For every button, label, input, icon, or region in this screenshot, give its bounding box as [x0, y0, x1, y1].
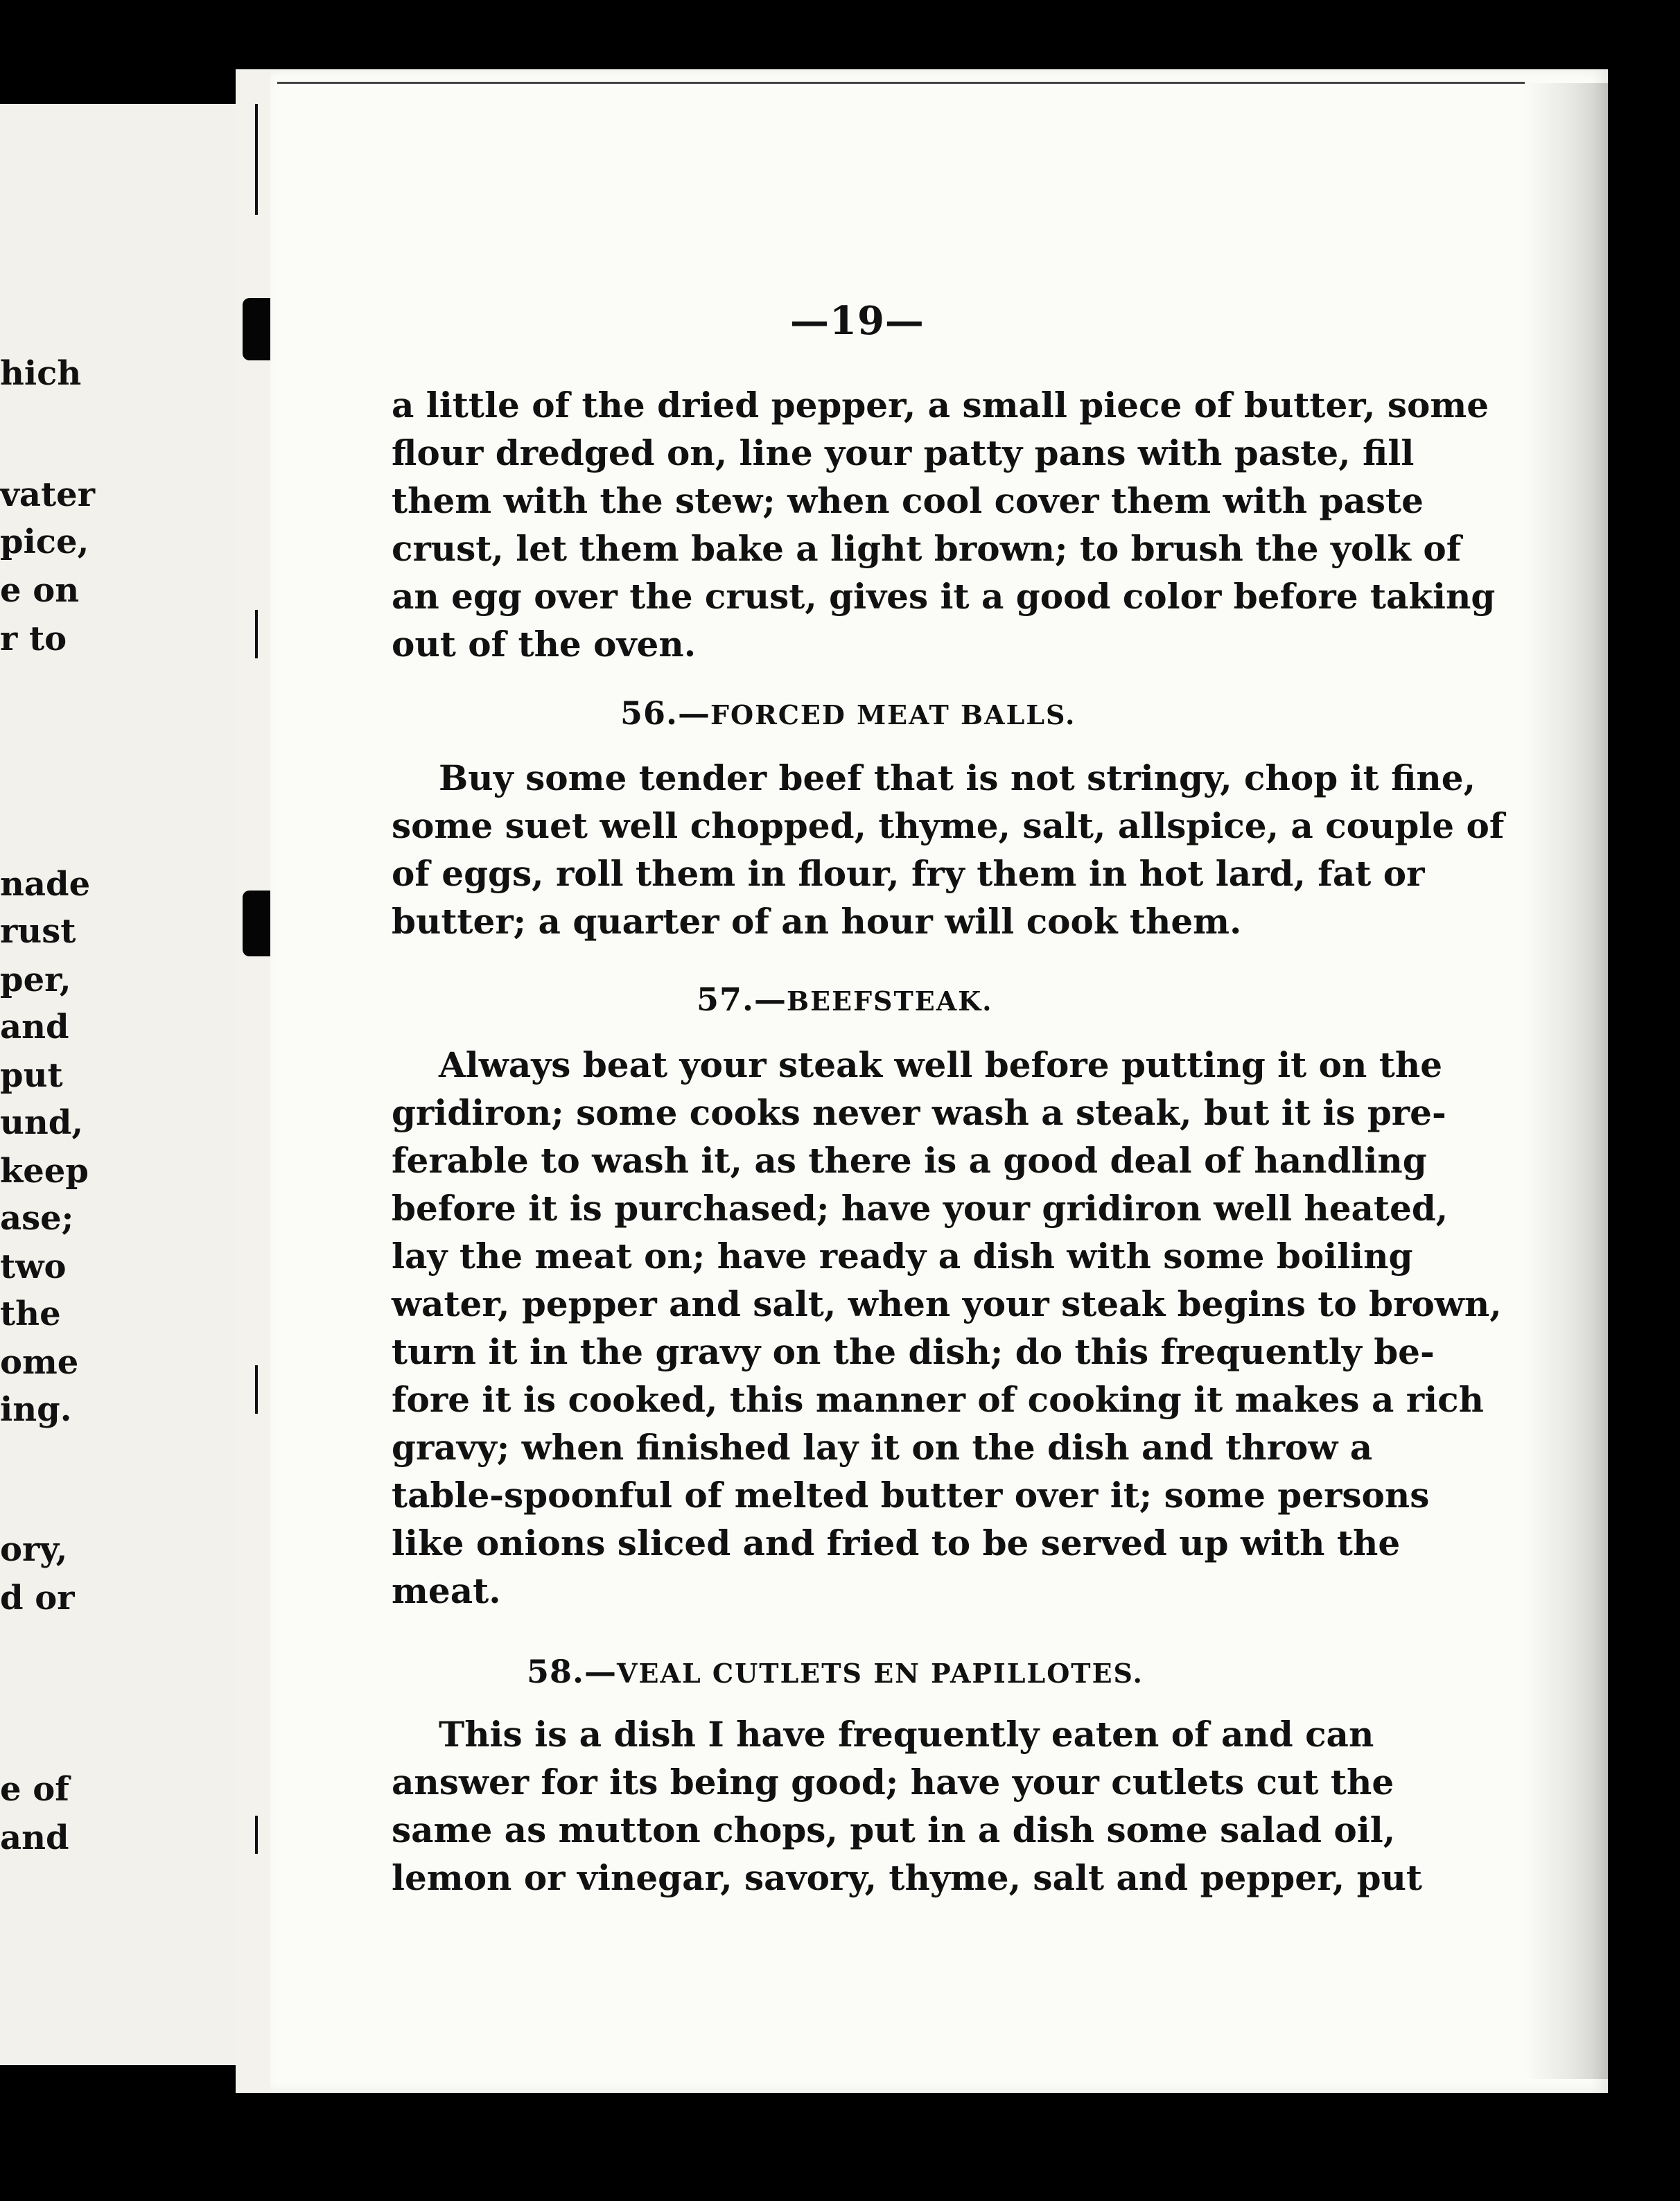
left-word: nade	[0, 865, 91, 904]
page-edge-shadow	[1525, 83, 1608, 2079]
left-word: the	[0, 1295, 61, 1333]
recipe-number: 56.—	[620, 694, 711, 732]
text-line: before it is purchased; have your gridiron well heated,	[392, 1188, 1449, 1229]
page-top-edge	[277, 82, 1525, 91]
text-line: some suet well chopped, thyme, salt, allspice, a couple of	[392, 805, 1505, 846]
left-word: and	[0, 1818, 69, 1857]
left-word: vater	[0, 475, 95, 514]
text-line: of eggs, roll them in flour, fry them in hot lard, fat or	[392, 853, 1425, 894]
text-line: butter; a quarter of an hour will cook them.	[392, 901, 1242, 942]
text-line: answer for its being good; have your cutlets cut the	[392, 1762, 1394, 1803]
left-word: ase;	[0, 1199, 74, 1238]
text-line: flour dredged on, line your patty pans with paste, fill	[392, 432, 1415, 473]
left-word: ory,	[0, 1530, 68, 1569]
left-word: r to	[0, 620, 67, 658]
recipe-body-58	[392, 1710, 1423, 1902]
text-line: same as mutton chops, put in a dish some salad oil,	[392, 1809, 1396, 1850]
left-word: hich	[0, 354, 82, 393]
recipe-body-56	[392, 754, 1505, 945]
text-line: gridiron; some cooks never wash a steak, but it is pre-	[392, 1092, 1446, 1133]
book-gutter	[236, 69, 270, 2093]
text-line: lemon or vinegar, savory, thyme, salt and pepper, put	[392, 1857, 1423, 1898]
left-word: e of	[0, 1770, 69, 1809]
intro-paragraph	[392, 381, 1496, 668]
left-word: keep	[0, 1152, 89, 1191]
text-line: gravy; when finished lay it on the dish and throw a	[392, 1427, 1373, 1468]
binding-thread-mark	[255, 104, 258, 215]
left-word: ome	[0, 1343, 79, 1382]
text-line: lay the meat on; have ready a dish with some boiling	[392, 1236, 1413, 1277]
text-line: an egg over the crust, gives it a good color before taking	[392, 576, 1496, 617]
recipe-title: VEAL CUTLETS EN PAPILLOTES.	[617, 1658, 1144, 1689]
text-line: like onions sliced and fried to be served up with the	[392, 1523, 1401, 1563]
recipe-heading-58	[527, 1653, 1144, 1690]
text-line: ferable to wash it, as there is a good deal of handling	[392, 1140, 1427, 1181]
text-line: a little of the dried pepper, a small piece of butter, some	[392, 385, 1489, 426]
left-word: d or	[0, 1579, 75, 1617]
left-word: und,	[0, 1103, 84, 1142]
text-line: crust, let them bake a light brown; to brush the yolk of	[392, 528, 1462, 569]
text-line: out of the oven.	[392, 624, 697, 665]
left-word: rust	[0, 912, 76, 951]
recipe-title: FORCED MEAT BALLS.	[710, 699, 1076, 730]
recipe-number: 57.—	[697, 981, 787, 1018]
text-line: Buy some tender beef that is not stringy, chop it fine,	[439, 757, 1476, 798]
text-line: them with the stew; when cool cover them with paste	[392, 480, 1424, 521]
left-word: pice,	[0, 523, 89, 561]
recipe-title: BEEFSTEAK.	[787, 985, 993, 1017]
left-word: and	[0, 1008, 69, 1046]
binding-thread-mark	[255, 1816, 258, 1854]
text-line: water, pepper and salt, when your steak begins to brown,	[392, 1283, 1502, 1324]
recipe-heading-57	[697, 981, 992, 1018]
page-number: —19—	[790, 298, 925, 344]
text-line: table-spoonful of melted butter over it; some persons	[392, 1475, 1430, 1516]
left-word: e on	[0, 571, 80, 610]
left-word: per,	[0, 961, 71, 999]
text-line: meat.	[392, 1570, 501, 1611]
recipe-number: 58.—	[527, 1653, 618, 1690]
binding-thread-mark	[255, 1365, 258, 1414]
binding-thread-mark	[255, 610, 258, 658]
text-line: Always beat your steak well before putting it on the	[439, 1044, 1443, 1085]
left-word: ing.	[0, 1390, 72, 1429]
recipe-body-57	[392, 1041, 1502, 1615]
recipe-heading-56	[620, 694, 1076, 732]
left-word: two	[0, 1247, 67, 1286]
text-line: turn it in the gravy on the dish; do this frequently be-	[392, 1331, 1435, 1372]
left-page-fragment	[0, 104, 236, 2065]
text-line: fore it is cooked, this manner of cooking it makes a rich	[392, 1379, 1484, 1420]
left-word: put	[0, 1056, 63, 1095]
text-line: This is a dish I have frequently eaten of and can	[439, 1714, 1374, 1755]
